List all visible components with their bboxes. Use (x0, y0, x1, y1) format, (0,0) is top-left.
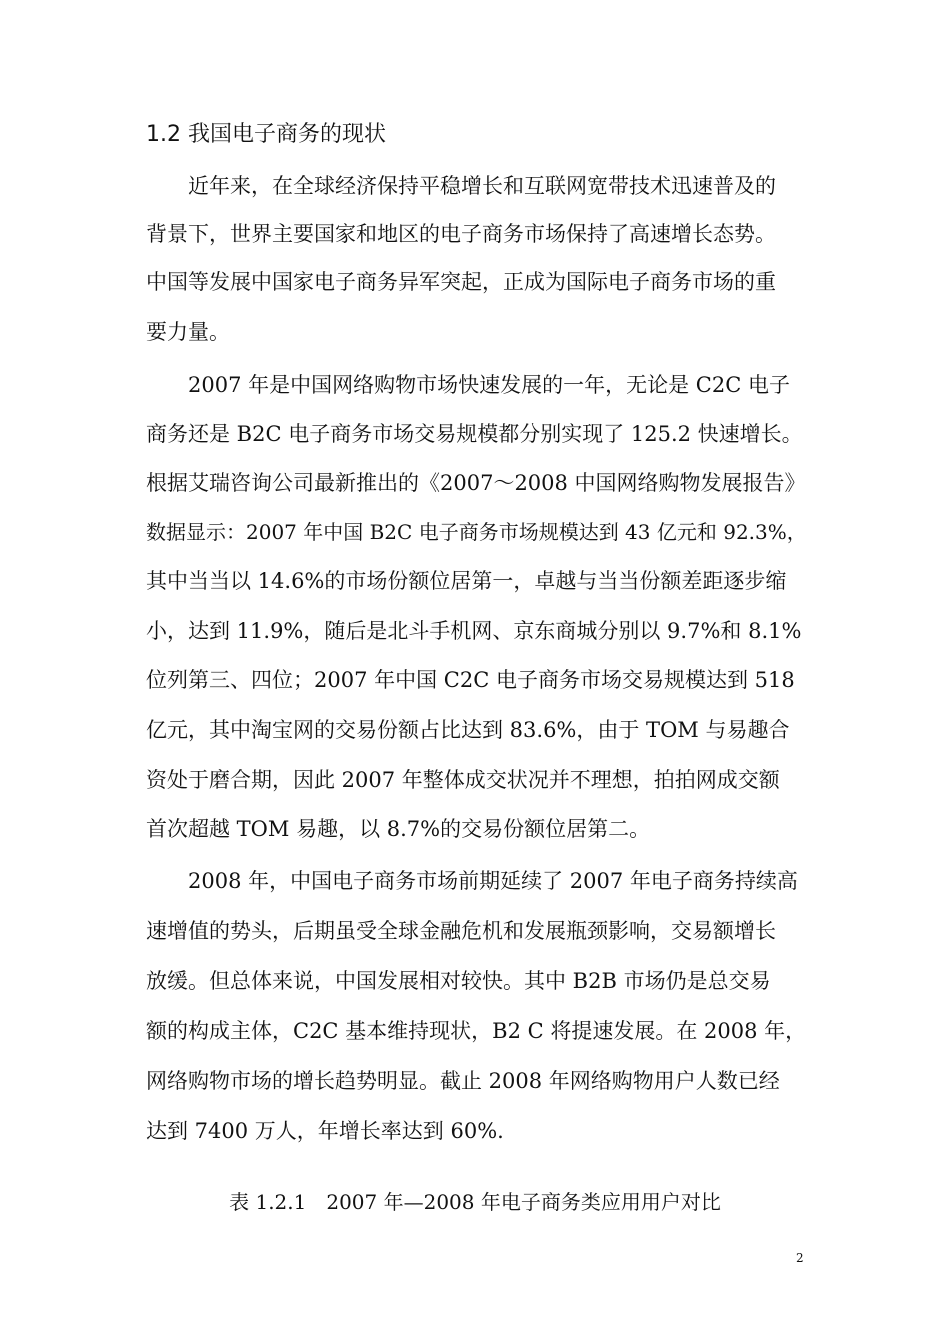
paragraph-1-line: 要力量。 (146, 320, 230, 344)
paragraph-2-line: 2007 年是中国网络购物市场快速发展的一年，无论是 C2C 电子 (188, 373, 790, 397)
section-heading: 1.2 我国电子商务的现状 (146, 122, 386, 147)
paragraph-3-line: 2008 年，中国电子商务市场前期延续了 2007 年电子商务持续高 (188, 869, 798, 893)
paragraph-2-line: 位列第三、四位；2007 年中国 C2C 电子商务市场交易规模达到 518 (146, 668, 795, 692)
paragraph-1-line: 背景下，世界主要国家和地区的电子商务市场保持了高速增长态势。 (146, 222, 776, 246)
paragraph-3-line: 放缓。但总体来说，中国发展相对较快。其中 B2B 市场仍是总交易 (146, 969, 771, 993)
page-number: 2 (796, 1251, 804, 1265)
paragraph-2-line: 首次超越 TOM 易趣，以 8.7%的交易份额位居第二。 (146, 817, 651, 841)
paragraph-2-line: 资处于磨合期，因此 2007 年整体成交状况并不理想，拍拍网成交额 (146, 768, 780, 792)
paragraph-3-line: 网络购物市场的增长趋势明显。截止 2008 年网络购物用户人数已经 (146, 1069, 780, 1093)
paragraph-3-line: 速增值的势头，后期虽受全球金融危机和发展瓶颈影响，交易额增长 (146, 919, 776, 943)
paragraph-2-line: 其中当当以 14.6%的市场份额位居第一，卓越与当当份额差距逐步缩 (146, 569, 787, 593)
paragraph-2-line: 亿元，其中淘宝网的交易份额占比达到 83.6%，由于 TOM 与易趣合 (146, 718, 790, 742)
paragraph-2-line: 商务还是 B2C 电子商务市场交易规模都分别实现了 125.2 快速增长。 (146, 422, 803, 446)
paragraph-2-line: 小，达到 11.9%，随后是北斗手机网、京东商城分别以 9.7%和 8.1% (146, 619, 802, 643)
paragraph-2-line: 数据显示：2007 年中国 B2C 电子商务市场规模达到 43 亿元和 92.3%， (146, 520, 807, 544)
paragraph-3-line: 达到 7400 万人，年增长率达到 60%. (146, 1119, 504, 1143)
paragraph-2-line: 根据艾瑞咨询公司最新推出的《2007～2008 中国网络购物发展报告》 (146, 471, 806, 495)
paragraph-3-line: 额的构成主体，C2C 基本维持现状，B2 C 将提速发展。在 2008 年， (146, 1019, 807, 1043)
paragraph-1-line: 近年来，在全球经济保持平稳增长和互联网宽带技术迅速普及的 (188, 174, 776, 198)
table-caption: 表 1.2.1 2007 年—2008 年电子商务类应用用户对比 (229, 1190, 721, 1214)
paragraph-1-line: 中国等发展中国家电子商务异军突起，正成为国际电子商务市场的重 (146, 270, 776, 294)
